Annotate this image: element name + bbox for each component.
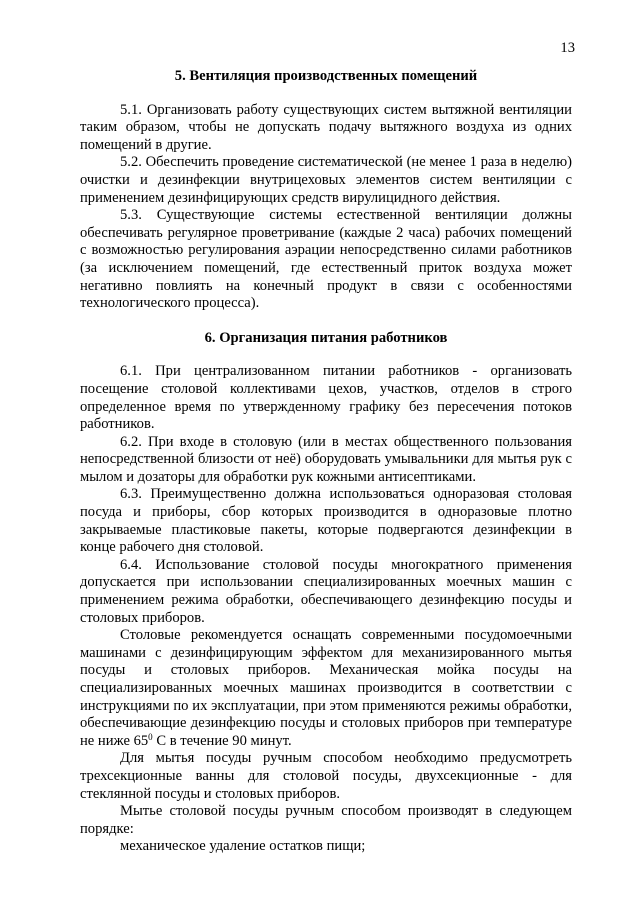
section-5-heading: 5. Вентиляция производственных помещений — [174, 68, 478, 84]
paragraph-6-4: 6.4. Использование столовой посуды многократного применения допускается при использовании специализированных моечных машин с применением режима обработки, обеспечивающего дезинфекцию посуды и столовых приборов. — [80, 556, 572, 626]
paragraph-washing-order: Мытье столовой посуды ручным способом производят в следующем порядке: — [80, 803, 572, 837]
dishwashers-tail: С в течение 90 минут. — [152, 732, 292, 749]
paragraph-5-1: 5.1. Организовать работу существующих систем вытяжной вентиляции таким образом, чтобы не допускать подачу вытяжного воздуха из одних помещений в другие. — [80, 101, 572, 153]
paragraph-food-removal: механическое удаление остатков пищи; — [120, 838, 366, 855]
paragraph-6-2: 6.2. При входе в столовую (или в местах общественного пользования непосредственной близости от неё) оборудовать умывальники для мытья рук с мылом и дозаторы для обработки рук кожными антисептиками. — [80, 433, 572, 485]
paragraph-manual-washing: Для мытья посуды ручным способом необходимо предусмотреть трехсекционные ванны для столовой посуды, двухсекционные - для стеклянной посуды и столовых приборов. — [80, 750, 572, 802]
document-body — [80, 68, 572, 856]
page-number: 13 — [560, 40, 575, 56]
paragraph-5-2: 5.2. Обеспечить проведение систематической (не менее 1 раза в неделю) очистки и дезинфекции внутрицеховых элементов систем вентиляции с применением дезинфицирующих средств вирулицидного действия. — [80, 154, 572, 206]
dishwashers-text: Столовые рекомендуется оснащать современными посудомоечными машинами с дезинфицирующим эффектом для механизированного мытья посуды и столовых приборов. Механическая мойка посуды на специализированных моечных машинах производится в соответствии с инструкциями по их эксплуатации, при этом применяются режимы обработки, обеспечивающие дезинфекцию посуды и столовых приборов при температуре не ниже 65 — [80, 627, 572, 749]
paragraph-5-3: 5.3. Существующие системы естественной вентиляции должны обеспечивать регулярное проветривание (каждые 2 часа) рабочих помещений с возможностью регулирования аэрации непосредственно силами работников (за исключением помещений, где естественный приток воздуха может негативно повлиять на конечный продукт в связи с особенностями технологического процесса). — [80, 207, 572, 312]
paragraph-dishwashers — [80, 627, 572, 750]
degree-superscript: 0 — [148, 731, 153, 742]
paragraph-6-1: 6.1. При централизованном питании работников - организовать посещение столовой коллективами цехов, участков, отделов в строго определенное время по утвержденному графику без пересечения потоков работников. — [80, 363, 572, 433]
paragraph-6-3: 6.3. Преимущественно должна использоваться одноразовая столовая посуда и приборы, сбор которых производится в одноразовые плотно закрываемые пластиковые пакеты, которые подвергаются дезинфекции в конце рабочего дня столовой. — [80, 486, 572, 556]
section-6-heading: 6. Организация питания работников — [204, 329, 448, 346]
